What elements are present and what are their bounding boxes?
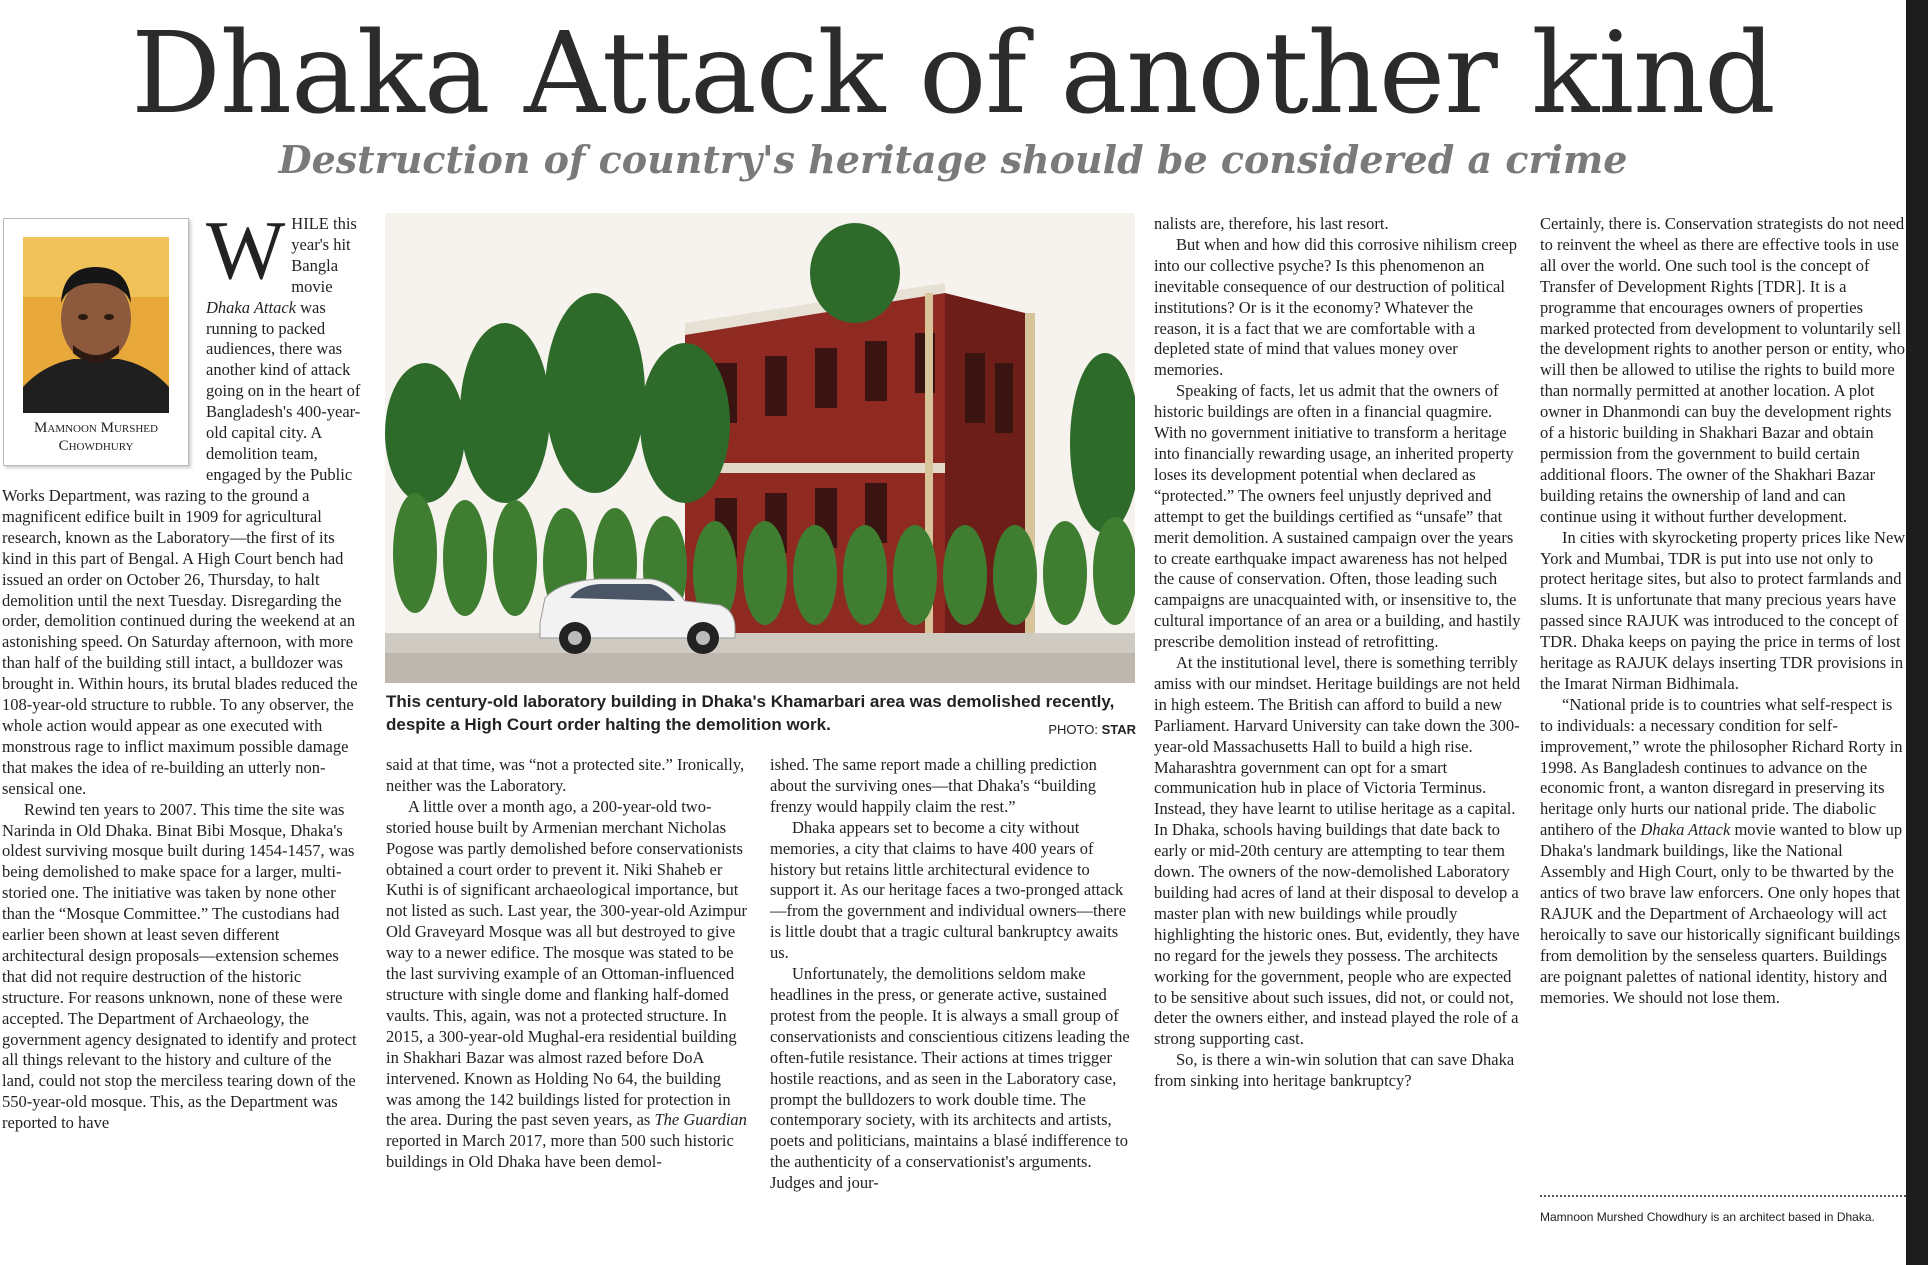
paragraph: Dhaka appears set to become a city without memories, a city that claims to have 400 years of history but retains little architectural evidence to support it. As our heritage faces a two-pronged attack—from the government and individual owners—there is little doubt that a tragic cultural bankruptcy awaits us. <box>770 817 1127 963</box>
paragraph: Unfortunately, the demolitions seldom make headlines in the press, or generate active, sustained protest from the people. It is always a small group of conservationists and conscientious citizens leading the often-futile resistance. Their actions at times trigger hostile reactions, and as seen in the Laboratory case, prompt the bulldozers to work double time. The contemporary society, with its architects and artists, poets and politicians, maintains a blasé indifference to the authenticity of a conservationist's arguments. Judges and jour- <box>770 964 1130 1193</box>
author-portrait <box>23 237 169 413</box>
paragraph: So, is there a win-win solution that can save Dhaka from sinking into heritage bankruptcy? <box>1154 1050 1515 1091</box>
lead-paragraph-flow: Works Department, was razing to the ground a magnificent edifice built in 1909 for agricultural research, known as the Laboratory—the first of its kind in this part of Bengal. A High Court bench had issued an order on October 26, Thursday, to halt demolition until the next Tuesday. Disregarding the order, demolition continued during the weekend at an astonishing speed. On Saturday afternoon, with more than half of the building still intact, a bulldozer was brought in. Within hours, its brutal blades reduced the 108-year-old structure to rubble. To any observer, the whole action would appear as one executed with monstrous rage to inflict maximum possible damage that makes the idea of re-building an utterly non-sensical one. <box>2 486 358 798</box>
article-column-4 <box>1154 214 1522 1244</box>
lead-text: HILE this year's hit Bangla movie <box>291 214 357 296</box>
article-column-1-top <box>206 214 364 486</box>
article-column-5 <box>1540 214 1906 1194</box>
page-edge-strip <box>1906 0 1928 1265</box>
paragraph: ished. The same report made a chilling prediction about the surviving ones—that Dhaka's “building frenzy would happily claim the rest.” <box>770 755 1097 816</box>
author-bio: Mamnoon Murshed Chowdhury is an architect based in Dhaka. <box>1540 1210 1875 1224</box>
author-name: Mamnoon Murshed Chowdhury <box>34 420 158 454</box>
paragraph: Certainly, there is. Conservation strategists do not need to reinvent the wheel as there are effective tools in use all over the world. One such tool is the concept of Transfer of Development Rights [TDR]. It is a programme that encourages owners of properties marked protected from development to voluntarily sell the development rights to another person or entity, who will then be allowed to utilise the rights to build more than normally permitted at another location. A plot owner in Dhanmondi can buy the development rights of a historic building in Shakhari Bazar and obtain permission from the government to build certain additional floors. The owner of the Shakhari Bazar building retains the ownership of land and can continue using it without further development. <box>1540 214 1906 526</box>
paragraph-text: A little over a month ago, a 200-year-old two-storied house built by Armenian merchant Nicholas Pogose was partly demolished before conservationists obtained a court order to prevent it. Niki Shaheb er Kuthi is of significant archaeological importance, but not listed as such. Last year, the 300-year-old Azimpur Old Graveyard Mosque was all but destroyed to give way to a newer edifice. The mosque was stated to be the last surviving example of an Ottoman-influenced structure with single dome and flanking half-domed vaults. This, again, was not a protected structure. In 2015, a 300-year-old Mughal-era residential building in Shakhari Bazar was almost razed before DoA intervened. Known as Holding No 64, the building was among the 142 buildings listed for protection in the area. During the past seven years, as <box>386 796 747 1130</box>
paragraph <box>1540 695 1906 1009</box>
paragraph-text-continued: movie wanted to blow up Dhaka's landmark buildings, like the National Assembly and High Court, only to be thwarted by the antics of two brave law enforcers. One only hopes that RAJUK and the Department of Archaeology will act heroically to save our historically significant buildings from demolition by the senseless quarters. Buildings are poignant palettes of national identity, history and memories. We should not lose them. <box>1540 820 1903 1007</box>
laboratory-building-photo <box>385 213 1135 683</box>
author-box <box>3 218 189 466</box>
paragraph: But when and how did this corrosive nihilism creep into our collective psyche? Is this phenomenon an inevitable consequence of our destruction of political institutions? Or is it the economy? Whatever the reason, it is a fact that we are comfortable with a depleted state of mind that values money over memories. <box>1154 234 1517 380</box>
lead-text-continued: was running to packed audiences, there was another kind of attack going on in the heart of Bangladesh's 400-year-old capital city. A demolition team, engaged by the Public <box>206 297 361 484</box>
paragraph: At the institutional level, there is something terribly amiss with our mindset. Heritage buildings are not held in high esteem. The British can afford to build a new Parliament. Harvard University can take down the 300-year-old Massachusetts Hall to build a high rise. Maharashtra government can opt for a smart communication hub in place of Victoria Terminus. Instead, they have learnt to utilise heritage as a capital. In Dhaka, schools having buildings that date back to early or mid-20th century are attempting to tear them down. The owners of the now-demolished Laboratory building had acres of land at their disposal to develop a master plan with new buildings while proudly highlighting the historic ones. But, evidently, they have no regard for the jewels they possess. The architects working for the government, people who are expected to be sensitive about such issues, did not, or could not, deter the owners either, and instead played the role of a strong supporting cast. <box>1154 653 1521 1049</box>
paragraph <box>386 797 748 1173</box>
movie-title: Dhaka Attack <box>1640 820 1731 840</box>
bio-divider <box>1540 1195 1906 1197</box>
paragraph-text-continued: reported in March 2017, more than 500 such historic buildings in Old Dhaka have been demol- <box>386 1131 734 1172</box>
article-column-3 <box>770 755 1134 1245</box>
photo-credit <box>1000 722 1136 737</box>
paragraph: nalists are, therefore, his last resort. <box>1154 214 1389 233</box>
photo-caption: This century-old laboratory building in Dhaka's Khamarbari area was demolished recently, despite a High Court order halting the demolition work. <box>386 692 1115 734</box>
paragraph-text: “National pride is to countries what self-respect is to individuals: a necessary condition for self-improvement,” wrote the philosopher Richard Rorty in 1998. As Bangladesh continues to advance on the economic front, a wanton disregard in preserving its heritage only hurts our national pride. The diabolic antihero of the <box>1540 694 1903 840</box>
paragraph: said at that time, was “not a protected site.” Ironically, neither was the Laboratory. <box>386 755 745 795</box>
article-column-1 <box>2 486 364 1246</box>
drop-cap: W <box>206 214 286 297</box>
photo-credit-source: STAR <box>1101 722 1136 737</box>
paragraph: In cities with skyrocketing property prices like New York and Mumbai, TDR is put into use not only to protect heritage sites, but also to protect farmlands and slums. It is unfortunate that many precious years have passed since RAJUK was introduced to the concept of TDR. Dhaka keeps on paying the price in terms of lost heritage as RAJUK delays inserting TDR provisions in the Imarat Nirman Bidhimala. <box>1540 527 1906 693</box>
paragraph: Rewind ten years to 2007. This time the site was Narinda in Old Dhaka. Binat Bibi Mosque, Dhaka's oldest surviving mosque built during 1454-1457, was being demolished to make space for a larger, multi-storied one. The initiative was taken by none other than the “Mosque Committee.” The custodians had earlier been shown at least seven different architectural design proposals—extension schemes that did not require destruction of the historic structure. For reasons unknown, none of these were accepted. The Department of Archaeology, the government agency designated to identify and protect all things relevant to the history and culture of the land, could not stop the merciless tearing down of the 550-year-old mosque. This, as the Department was reported to have <box>2 799 357 1133</box>
headline: Dhaka Attack of another kind <box>131 9 1775 139</box>
publication-name: The Guardian <box>654 1110 747 1130</box>
photo-credit-prefix: PHOTO: <box>1048 722 1098 737</box>
subheadline: Destruction of country's heritage should be considered a crime <box>278 137 1628 182</box>
lead-paragraph <box>206 214 364 486</box>
article-column-2 <box>386 755 748 1245</box>
movie-title: Dhaka Attack <box>206 297 296 317</box>
paragraph: Speaking of facts, let us admit that the owners of historic buildings are often in a financial quagmire. With no government initiative to transform a heritage into financially rewarding usage, an inherited property loses its development potential when declared as “protected.” The owners feel unjustly deprived and attempt to get the buildings certified as “unsafe” that merit demolition. A sustained campaign over the years to create earthquake impact awareness has not helped the cause of conservation. Often, those leading such campaigns are unacquainted with, or insensitive to, the cultural importance of an area or a building, and hastily prescribe demolition instead of retrofitting. <box>1154 381 1521 652</box>
